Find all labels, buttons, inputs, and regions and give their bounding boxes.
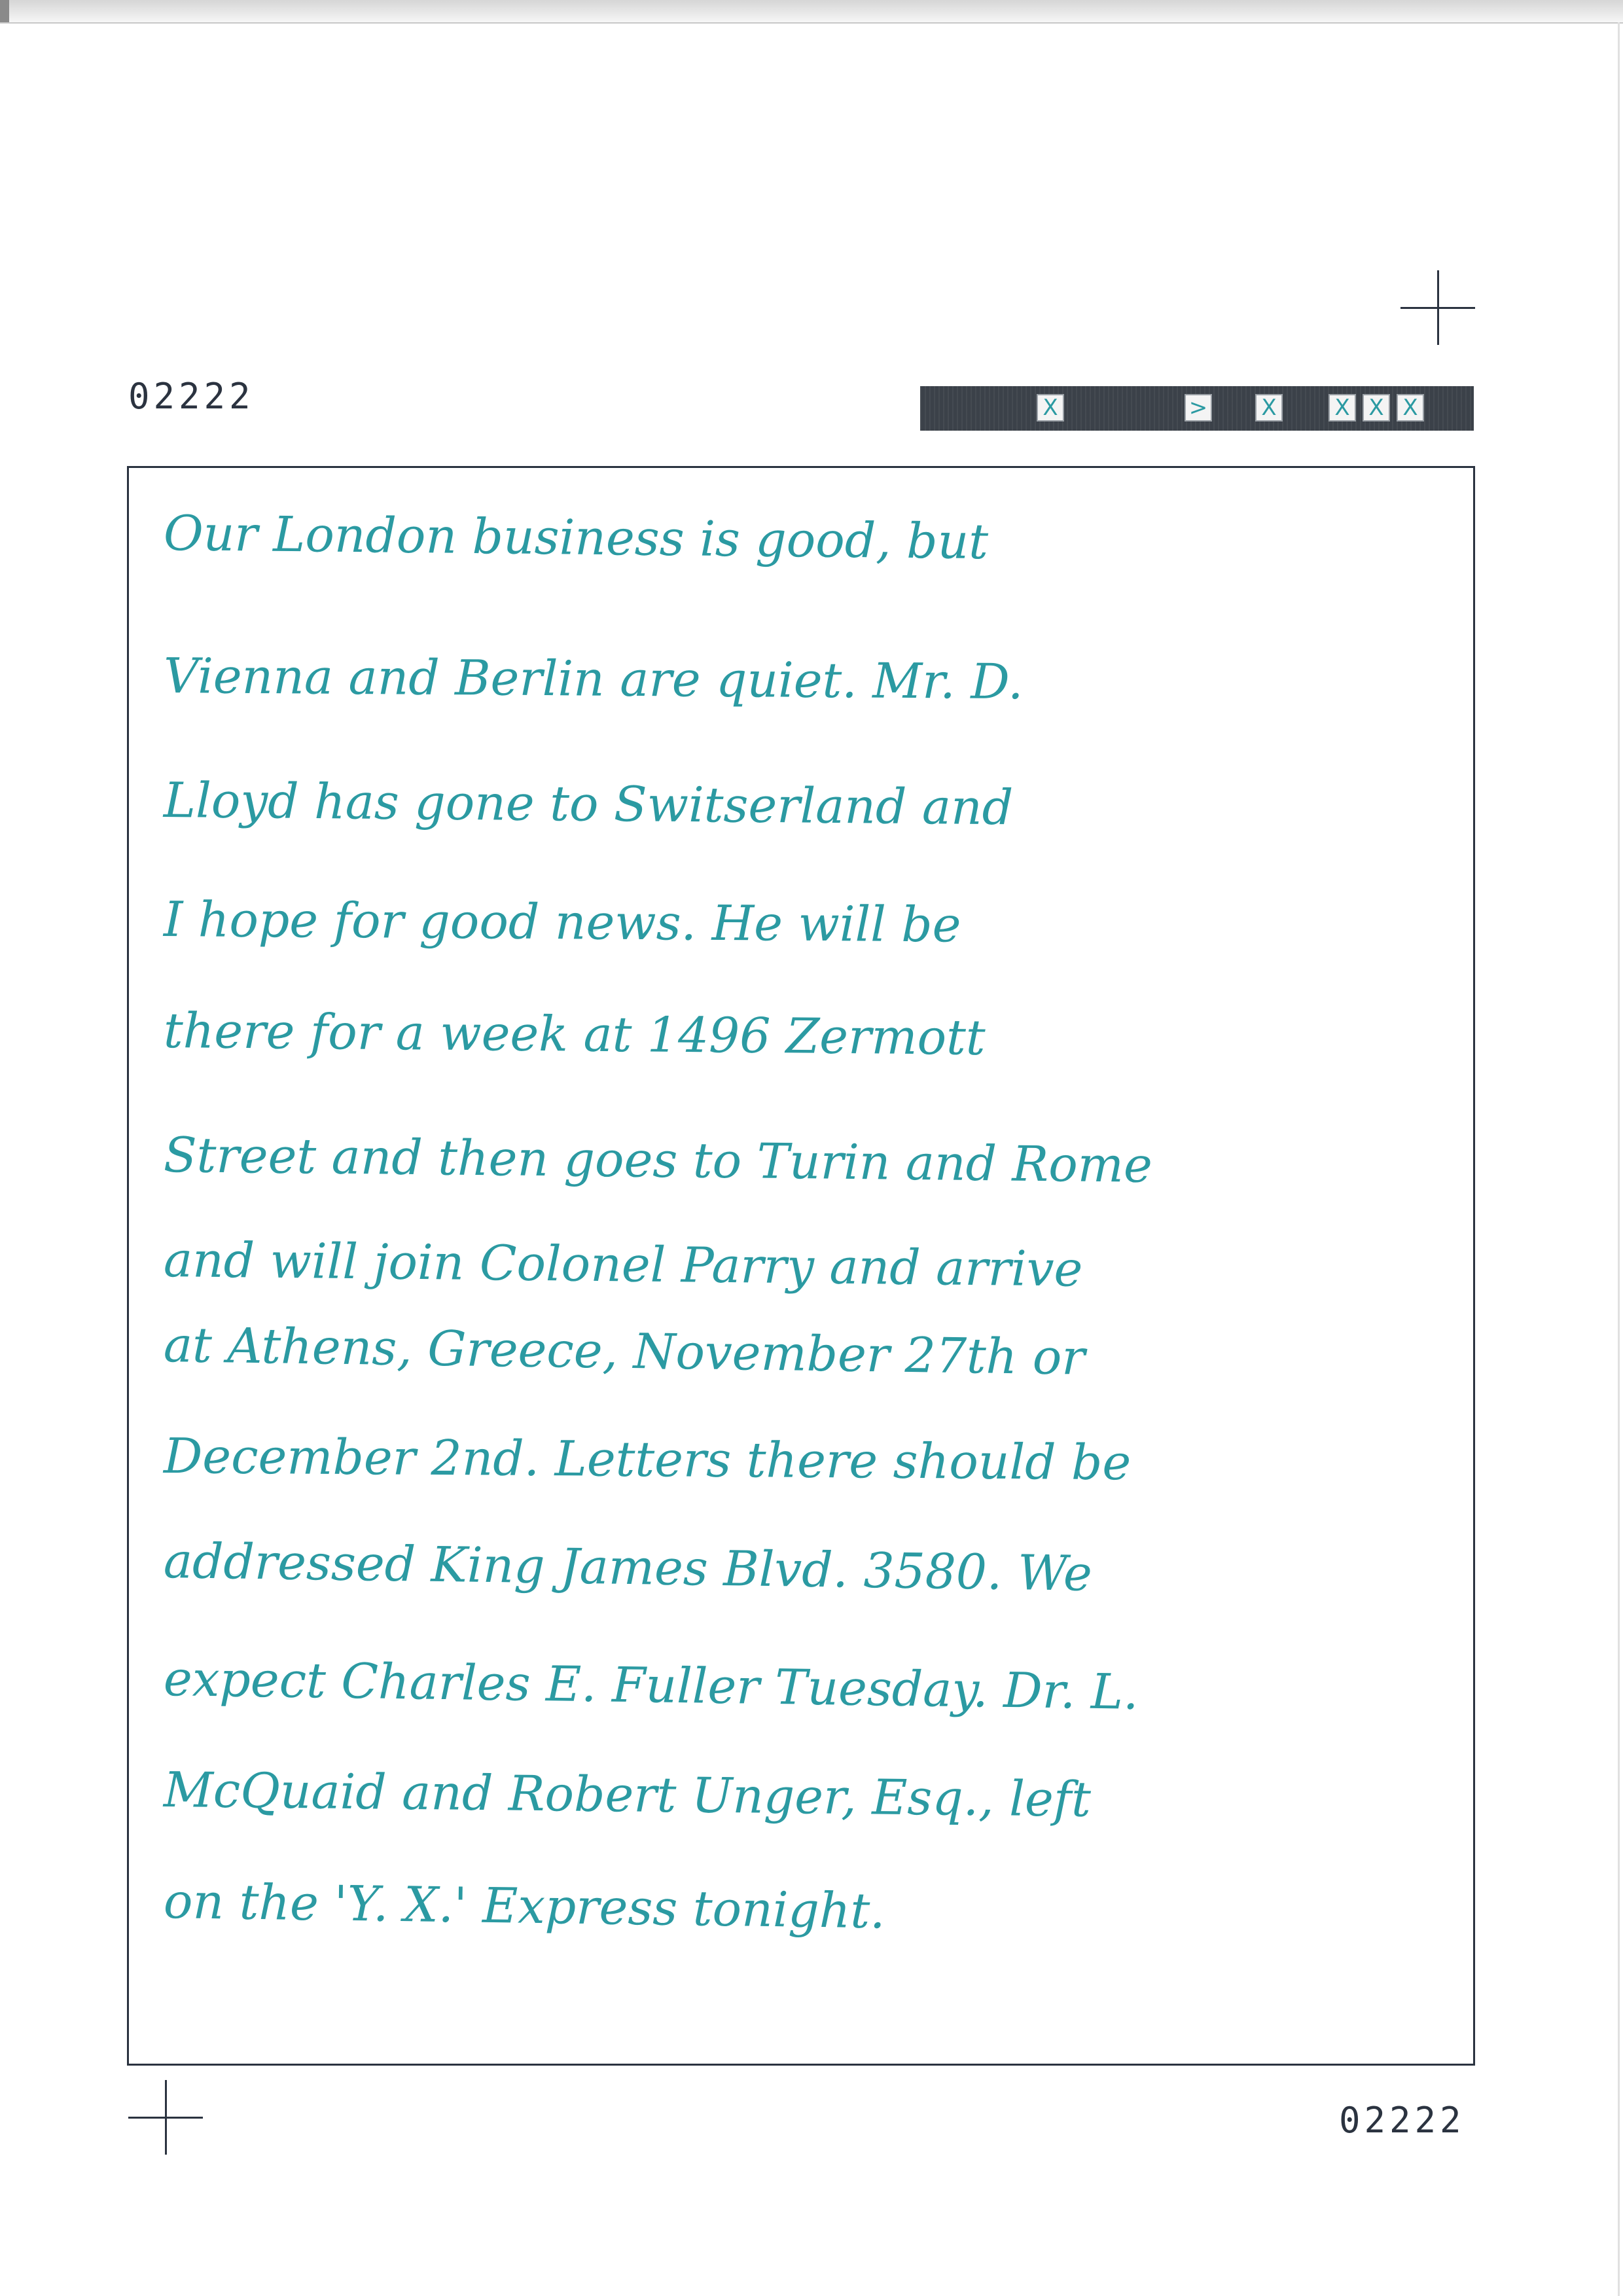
- form-id-bottom: 02222: [1339, 2100, 1465, 2141]
- handwriting-line: on the 'Y. X.' Express tonight.: [163, 1873, 886, 1940]
- registration-mark-bottom-left: [128, 2080, 203, 2155]
- form-id-top: 02222: [128, 376, 255, 417]
- code-box: X: [1397, 394, 1424, 422]
- scan-edge-corner: [0, 0, 9, 22]
- handwriting-line: December 2nd. Letters there should be: [163, 1428, 1132, 1492]
- registration-mark-top-right: [1400, 270, 1475, 345]
- scan-edge-top: [0, 0, 1623, 24]
- handwriting-line: addressed King James Blvd. 3580. We: [163, 1533, 1093, 1602]
- scan-edge-right: [1618, 22, 1620, 2296]
- code-strip: [920, 386, 1474, 431]
- handwriting-line: I hope for good news. He will be: [163, 891, 961, 954]
- handwriting-line: and will join Colonel Parry and arrive: [163, 1232, 1083, 1298]
- handwriting-line: there for a week at 1496 Zermott: [163, 1003, 986, 1066]
- handwriting-line: McQuaid and Robert Unger, Esq., left: [163, 1762, 1092, 1828]
- handwriting-line: Vienna and Berlin are quiet. Mr. D.: [163, 648, 1024, 711]
- code-box: X: [1363, 394, 1390, 422]
- code-box: X: [1255, 394, 1283, 422]
- handwriting-line: at Athens, Greece, November 27th or: [163, 1317, 1086, 1386]
- handwriting-line: Lloyd has gone to Switserland and: [163, 772, 1014, 836]
- code-box: X: [1037, 394, 1064, 422]
- code-box: X: [1329, 394, 1356, 422]
- handwriting-line: Street and then goes to Turin and Rome: [163, 1127, 1153, 1194]
- code-box: >: [1185, 394, 1212, 422]
- handwriting-line: expect Charles E. Fuller Tuesday. Dr. L.: [163, 1651, 1139, 1721]
- handwriting-line: Our London business is good, but: [163, 505, 989, 571]
